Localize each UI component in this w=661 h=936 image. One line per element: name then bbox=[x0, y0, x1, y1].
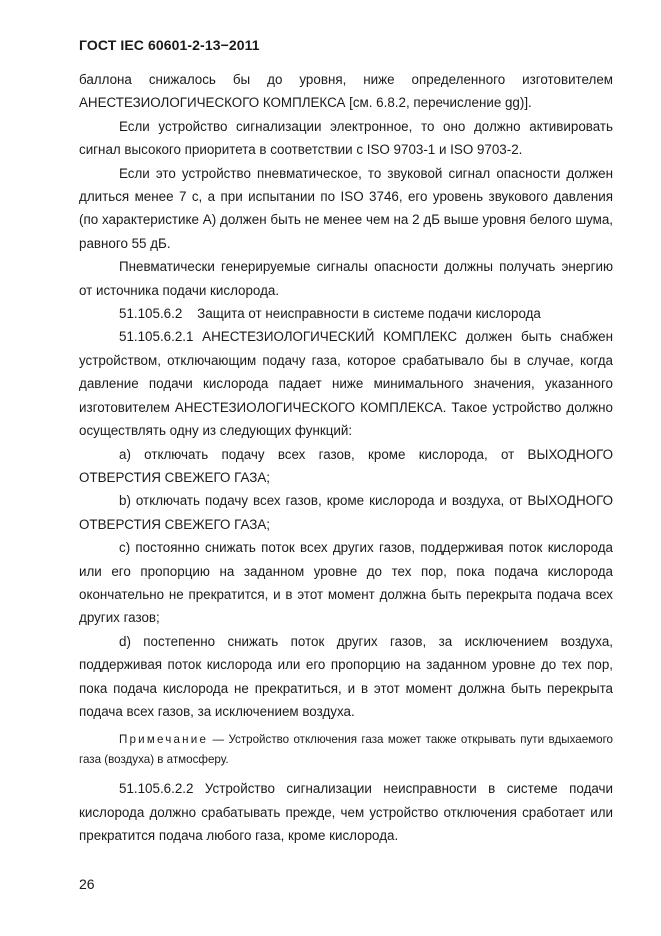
document-body bbox=[79, 68, 613, 848]
section-heading: 51.105.6.2 Защита от неисправности в системе подачи кислорода bbox=[119, 306, 541, 322]
list-item-d: d) постепенно снижать поток других газов, за исключением воздуха, поддерживая поток кислорода или его пропорцию на заданном уровне до тех пор, пока подача кислорода не прекратиться, и в этот момент должна быть перекрыта подача всех газов, за исключением воздуха. bbox=[79, 633, 613, 719]
page-number: 26 bbox=[79, 876, 95, 892]
paragraph-pneumatic-alarm: Если это устройство пневматическое, то звуковой сигнал опасности должен длиться менее 7 с, а при испытании по ISO 3746, его уровень звукового давления (по характеристике А) должен быть не менее чем на 2 дБ выше уровня белого шума, равного 55 дБ. bbox=[79, 165, 613, 251]
list-item-b: b) отключать подачу всех газов, кроме кислорода и воздуха, от ВЫХОДНОГО ОТВЕРСТИЯ СВЕЖЕГО ГАЗА; bbox=[79, 493, 613, 532]
list-item-a: a) отключать подачу всех газов, кроме кислорода, от ВЫХОДНОГО ОТВЕРСТИЯ СВЕЖЕГО ГАЗА; bbox=[79, 446, 613, 485]
note-label: Примечание bbox=[119, 733, 209, 747]
paragraph-cutoff-device: 51.105.6.2.1 АНЕСТЕЗИОЛОГИЧЕСКИЙ КОМПЛЕКС должен быть снабжен устройством, отключающим подачу газа, которое срабатывало бы в случае, когда давление подачи кислорода падает ниже минимального значения, указанного изготовителем АНЕСТЕЗИОЛОГИЧЕСКОГО КОМПЛЕКСА. Такое устройство должно осуществлять одну из следующих функций: bbox=[79, 329, 613, 439]
document-header: ГОСТ IEC 60601-2-13−2011 bbox=[79, 37, 260, 53]
paragraph-failure-alarm: 51.105.6.2.2 Устройство сигнализации неисправности в системе подачи кислорода должно срабатывать прежде, чем устройство отключения сработает или прекратится подача любого газа, кроме кислорода. bbox=[79, 781, 613, 844]
paragraph-continuation: баллона снижалось бы до уровня, ниже определенного изготовителем АНЕСТЕЗИОЛОГИЧЕСКОГО КОМПЛЕКСА [см. 6.8.2, перечисление gg)]. bbox=[79, 72, 613, 111]
note-text: — Устройство отключения газа может также открывать пути вдыхаемого газа (воздуха) в атмосферу. bbox=[79, 733, 613, 767]
paragraph-pneumatic-energy: Пневматически генерируемые сигналы опасности должны получать энергию от источника подачи кислорода. bbox=[79, 259, 613, 298]
list-item-c: c) постоянно снижать поток всех других газов, поддерживая поток кислорода или его пропорцию на заданном уровне до тех пор, пока подача кислорода окончательно не прекратится, и в этот момент должна быть перекрыта подача всех других газов; bbox=[79, 540, 613, 626]
paragraph-electronic-alarm: Если устройство сигнализации электронное, то оно должно активировать сигнал высокого приоритета в соответствии с ISO 9703-1 и ISO 9703-2. bbox=[79, 118, 613, 158]
note bbox=[79, 730, 613, 770]
